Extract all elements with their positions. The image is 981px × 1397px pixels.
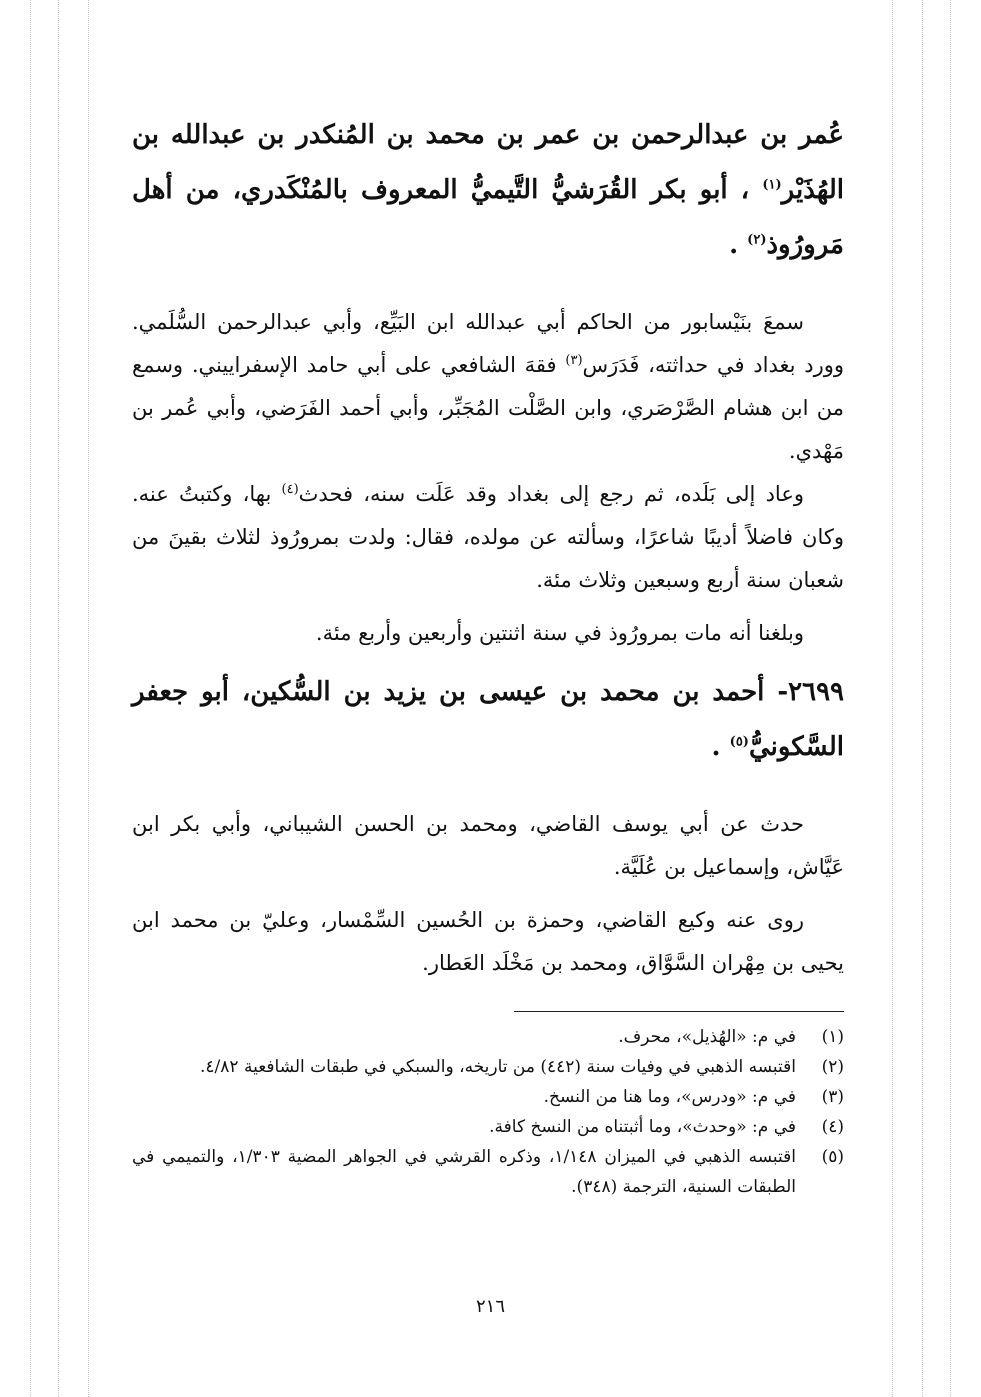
paragraph-text: بها، وكتبتُ عنه. وكان فاضلاً أديبًا شاعرًا، وسألته عن مولده، فقال: ولدت بمرورُوذ لثلاث بقينَ من شعبان سنة أربع وسبعين وثلاث مئة. xyxy=(132,482,844,592)
footnote-text: في م: «ودرس»، وما هنا من النسخ. xyxy=(543,1087,796,1107)
heading-text: . xyxy=(711,732,730,762)
footnote-3 xyxy=(132,1082,844,1112)
paragraph-narrated-from: حدث عن أبي يوسف القاضي، ومحمد بن الحسن الشيباني، وأبي بكر ابن عَيَّاش، وإسماعيل بن عُلَيَّة. xyxy=(132,812,844,879)
footnote-text: في م: «وحدث»، وما أثبتناه من النسخ كافة. xyxy=(489,1117,796,1137)
paragraph-text: وعاد إلى بَلَده، ثم رجع إلى بغداد وقد عَلَت سنه، فحدث xyxy=(298,482,805,506)
footnote-number: (٣) xyxy=(821,1087,844,1107)
paragraph-text: فقهَ الشافعي على أبي حامد الإسفراييني. وسمع من ابن هشام الصَّرْصَري، وابن الصَّلْت المُجَبِّر، وأبي أحمد الفَرَضي، وأبي عُمر بن مَهْدي. xyxy=(132,353,844,463)
footnote-4 xyxy=(132,1112,844,1142)
footnote-text: في م: «الهُذيل»، محرف. xyxy=(618,1027,796,1047)
footnote-text: اقتبسه الذهبي في وفيات سنة (٤٤٢) من تاريخه، والسبكي في طبقات الشافعية ٤/٨٢. xyxy=(200,1057,796,1077)
footnotes xyxy=(132,1011,844,1202)
footnote-text: اقتبسه الذهبي في الميزان ١/١٤٨، وذكره القرشي في الجواهر المضية ١/٣٠٣، والتميمي في الطبقات السنية، الترجمة (٣٤٨). xyxy=(132,1147,796,1197)
scan-margin-line xyxy=(950,0,951,1397)
heading-text: عُمر بن عبدالرحمن بن عمر بن محمد بن المُنكدر بن عبدالله بن الهُذَيْر xyxy=(132,120,844,205)
scan-margin-line xyxy=(892,0,893,1397)
footnote-number: (٢) xyxy=(821,1057,844,1077)
footnote-number: (٤) xyxy=(821,1117,844,1137)
paragraph-death: وبلغنا أنه مات بمرورُوذ في سنة اثنتين وأربعين وأربع مئة. xyxy=(315,621,804,645)
scan-margin-line xyxy=(58,0,59,1397)
footnote-5 xyxy=(132,1142,844,1202)
scan-margin-line xyxy=(88,0,89,1397)
heading-text: ، أبو بكر القُرَشيُّ التَّيميُّ المعروف بالمُنْكَدري، من أهل مَرورُوذ xyxy=(132,175,844,260)
page-number: ٢١٦ xyxy=(475,1296,505,1317)
footnote-ref: (٢) xyxy=(747,232,767,248)
paragraph-narrated-by: روى عنه وكيع القاضي، وحمزة بن الحُسين السِّمْسار، وعليّ بن محمد ابن يحيى بن مِهْران السَّوَّاق، ومحمد بن مَخْلَد العَطار. xyxy=(132,908,844,975)
footnote-rule xyxy=(514,1011,844,1012)
footnote-number: (٥) xyxy=(821,1147,844,1167)
scan-margin-line xyxy=(30,0,31,1397)
footnote-ref: (٣) xyxy=(565,353,583,368)
entry-heading-umar-al-munkadiri xyxy=(132,108,844,273)
heading-text: . xyxy=(729,230,748,260)
heading-text: ٢٦٩٩- أحمد بن محمد بن عيسى بن يزيد بن السُّكين، أبو جعفر السَّكونيُّ xyxy=(132,677,844,762)
footnote-1 xyxy=(132,1022,844,1052)
paragraph-studies xyxy=(132,301,844,473)
footnote-ref: (٤) xyxy=(281,482,299,497)
footnote-2 xyxy=(132,1052,844,1082)
scan-margin-line xyxy=(922,0,923,1397)
footnote-ref: (٥) xyxy=(729,734,749,750)
paragraph-return-and-birth xyxy=(132,473,844,602)
footnote-ref: (١) xyxy=(762,177,782,193)
paragraph-text: سمعَ بنَيْسابور من الحاكم أبي عبدالله ابن البَيِّع، وأبي عبدالرحمن السُّلَمي. وورد بغداد في حداثته، فَدَرَس xyxy=(132,310,844,377)
entry-heading-2699 xyxy=(132,665,844,775)
footnote-number: (١) xyxy=(821,1027,844,1047)
page-body xyxy=(132,108,844,1202)
